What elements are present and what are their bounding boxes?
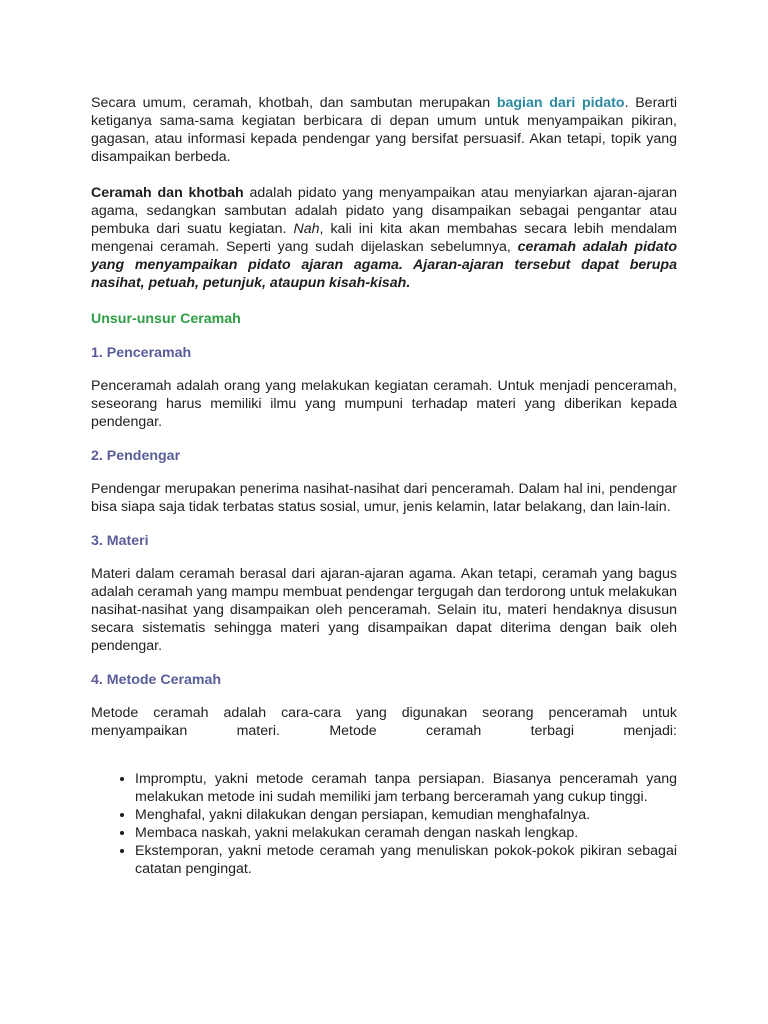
intro-paragraph bbox=[91, 94, 677, 166]
bagian-dari-pidato-link[interactable]: bagian dari pidato bbox=[496, 95, 625, 111]
intro-text-continued: . Berarti ketiganya sama-sama kegiatan berbicara di depan umum untuk menyampaikan pikiran, gagasan, atau informasi kepada pendengar yang bersifat persuasif. Akan tetapi, topik yang disampaikan berbeda. bbox=[91, 95, 678, 165]
body-pendengar: Pendengar merupakan penerima nasihat-nasihat dari penceramah. Dalam hal ini, pendengar bisa siapa saja tidak terbatas status sosial, umur, jenis kelamin, latar belakang, dan lain-lain. bbox=[91, 481, 677, 515]
methods-list bbox=[91, 770, 677, 878]
list-item: • Menghafal, yakni dilakukan dengan persiapan, kemudian menghafalnya. bbox=[135, 806, 677, 824]
definition-text: adalah pidato yang menyampaikan atau menyiarkan ajaran-ajaran agama, sedangkan sambutan adalah pidato yang disampaikan sebagai pengantar atau pembuka dari suatu kegiatan. bbox=[91, 185, 678, 237]
heading-metode-ceramah: 4. Metode Ceramah bbox=[91, 672, 222, 688]
intro-text: Secara umum, ceramah, khotbah, dan sambutan merupakan bbox=[91, 95, 497, 111]
body-metode-ceramah: Metode ceramah adalah cara-cara yang digunakan seorang penceramah untuk menyampaikan materi. Metode ceramah terbagi menjadi: bbox=[91, 705, 677, 739]
list-item: • Ekstemporan, yakni metode ceramah yang menuliskan pokok-pokok pikiran sebagai catatan pengingat. bbox=[135, 842, 677, 878]
ceramah-definition-paragraph bbox=[91, 184, 677, 292]
body-penceramah: Penceramah adalah orang yang melakukan kegiatan ceramah. Untuk menjadi penceramah, seseorang harus memiliki ilmu yang mumpuni terhadap materi yang diberikan kepada pendengar. bbox=[91, 378, 677, 430]
heading-pendengar: 2. Pendengar bbox=[91, 448, 181, 464]
bold-italic-statement: ceramah adalah pidato yang menyampaikan pidato ajaran agama. Ajaran-ajaran tersebut dapat berupa nasihat, petuah, petunjuk, ataupun kisah-kisah. bbox=[91, 239, 677, 291]
list-item: • Impromptu, yakni metode ceramah tanpa persiapan. Biasanya penceramah yang melakukan metode ini sudah memiliki jam terbang berceramah yang cukup tinggi. bbox=[135, 770, 677, 806]
definition-text-continued: , kali ini kita akan membahas secara lebih mendalam mengenai ceramah. Seperti yang sudah dijelaskan sebelumnya, bbox=[91, 221, 677, 255]
bold-term: Ceramah dan khotbah bbox=[91, 185, 244, 201]
body-materi: Materi dalam ceramah berasal dari ajaran-ajaran agama. Akan tetapi, ceramah yang bagus adalah ceramah yang mampu membuat pendengar tergugah dan terdorong untuk melakukan nasihat-nasihat yang disampaikan oleh penceramah. Selain itu, materi hendaknya disusun secara sistematis sehingga materi yang disampaikan dapat diterima dengan baik oleh pendengar. bbox=[91, 566, 678, 654]
heading-penceramah: 1. Penceramah bbox=[91, 345, 192, 361]
section-title: Unsur-unsur Ceramah bbox=[91, 311, 241, 327]
list-item: • Membaca naskah, yakni melakukan ceramah dengan naskah lengkap. bbox=[135, 824, 677, 842]
heading-materi: 3. Materi bbox=[91, 533, 149, 549]
italic-word: Nah bbox=[293, 221, 320, 237]
